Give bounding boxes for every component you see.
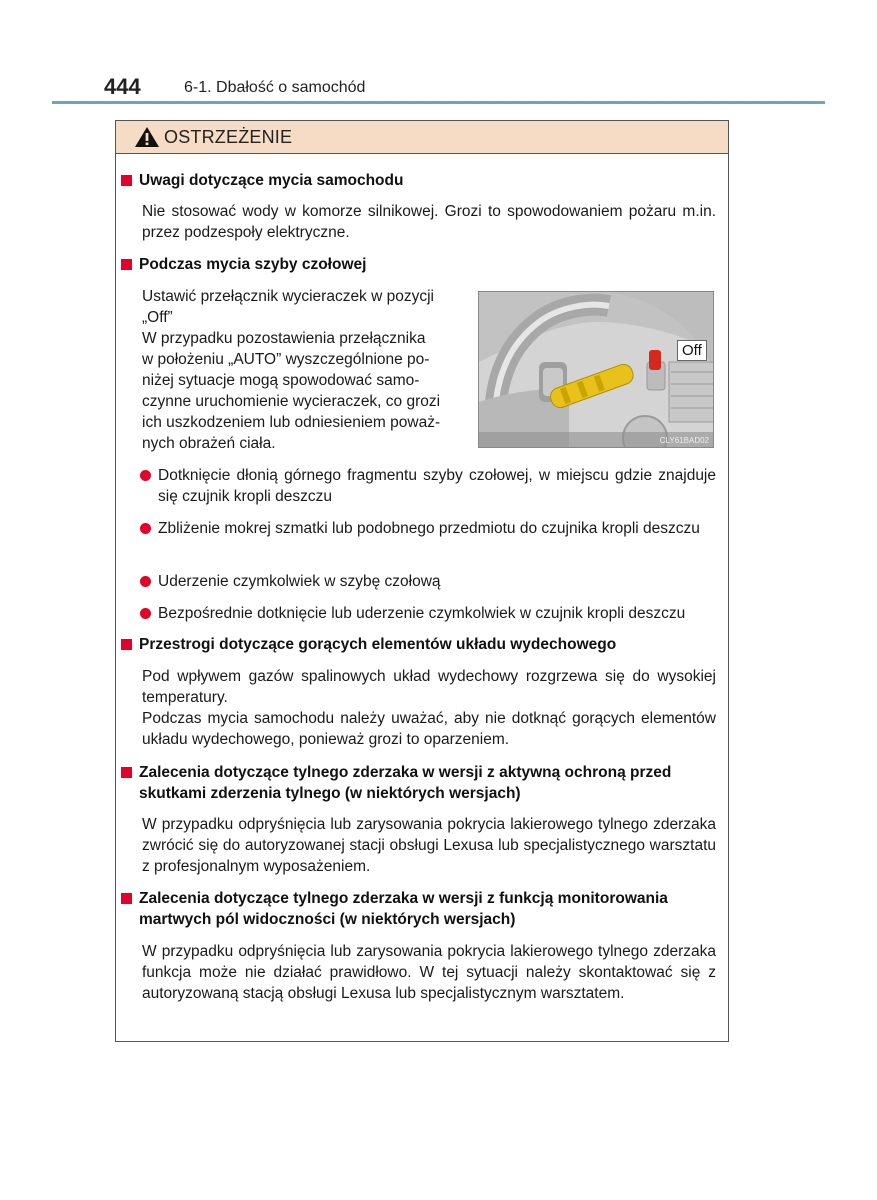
text-line: „Off” <box>142 309 173 326</box>
header-rule <box>52 101 825 104</box>
warning-triangle-icon <box>134 126 160 148</box>
warning-title: OSTRZEŻENIE <box>164 126 293 147</box>
text-line: ich uszkodzeniem lub odniesieniem poważ- <box>142 414 441 431</box>
red-dot-icon <box>140 576 151 587</box>
text-line: Ustawić przełącznik wycieraczek w pozycji <box>142 288 434 305</box>
item-text-washing: Nie stosować wody w komorze silnikowej. Grozi to spowodowaniem pożaru m.in. przez podzespoły elektryczne. <box>142 203 716 241</box>
red-square-icon <box>121 175 132 186</box>
wiper-switch-figure <box>478 291 714 448</box>
bullet-item: Dotknięcie dłonią górnego fragmentu szyby czołowej, w miejscu gdzie znajduje się czujnik kropli deszczu <box>140 465 716 507</box>
item-text-rear-bumper-pcs: W przypadku odpryśnięcia lub zarysowania pokrycia lakierowego tylnego zderzaka zwrócić się do autoryzowanej stacji obsługi Lexusa lub specjalistycznego warsztatu z profesjonalnym wyposażeniem. <box>142 816 716 875</box>
text-line: czynne uruchomienie wycieraczek, co grozi <box>142 393 441 410</box>
page-number: 444 <box>104 74 141 99</box>
text-line: nych obrażeń ciała. <box>142 435 276 452</box>
item-heading-rear-bumper-pcs: Zalecenia dotyczące tylnego zderzaka w wersji z aktywną ochroną przed skutkami zderzenia tylnego (w niektórych wersjach) <box>121 762 721 804</box>
item-text-exhaust-1: Pod wpływem gazów spalinowych układ wydechowy rozgrzewa się do wysokiej temperatury. <box>142 668 716 706</box>
text-line: w położeniu „AUTO” wyszczególnione po- <box>142 351 430 368</box>
text-line: W przypadku pozostawienia przełącznika <box>142 330 426 347</box>
section-title: 6-1. Dbałość o samochód <box>184 79 366 96</box>
wiper-stalk-illustration <box>479 292 714 448</box>
red-dot-icon <box>140 608 151 619</box>
red-square-icon <box>121 767 132 778</box>
item-heading-windshield: Podczas mycia szyby czołowej <box>121 254 721 275</box>
item-text-rear-bumper-bsm: W przypadku odpryśnięcia lub zarysowania pokrycia lakierowego tylnego zderzaka funkcja może nie działać prawidłowo. W tej sytuacji należy skontaktować się z autoryzowaną stacją obsługi Lexusa lub specjalistycznym warsztatem. <box>142 943 716 1002</box>
red-square-icon <box>121 639 132 650</box>
text-line: niżej sytuacje mogą spowodować samo- <box>142 372 420 389</box>
item-heading-exhaust: Przestrogi dotyczące gorących elementów układu wydechowego <box>121 634 721 655</box>
item-text-windshield <box>142 286 472 454</box>
warning-header <box>116 121 728 154</box>
bullet-item: Bezpośrednie dotknięcie lub uderzenie czymkolwiek w czujnik kropli deszczu <box>140 603 716 624</box>
warning-box <box>115 120 729 1042</box>
figure-code: CLY61BAD02 <box>659 436 709 445</box>
red-dot-icon <box>140 470 151 481</box>
item-text-exhaust-2: Podczas mycia samochodu należy uważać, aby nie dotknąć gorących elementów układu wydechowego, ponieważ grozi to oparzeniem. <box>142 710 716 748</box>
bullet-item: Uderzenie czymkolwiek w szybę czołową <box>140 571 716 592</box>
red-dot-icon <box>140 523 151 534</box>
red-square-icon <box>121 893 132 904</box>
item-heading-rear-bumper-bsm: Zalecenia dotyczące tylnego zderzaka w wersji z funkcją monitorowania martwych pól widoczności (w niektórych wersjach) <box>121 888 721 930</box>
item-heading-washing: Uwagi dotyczące mycia samochodu <box>121 170 721 191</box>
red-square-icon <box>121 259 132 270</box>
bullet-item: Zbliżenie mokrej szmatki lub podobnego przedmiotu do czujnika kropli deszczu <box>140 518 716 539</box>
off-position-label: Off <box>677 340 707 361</box>
